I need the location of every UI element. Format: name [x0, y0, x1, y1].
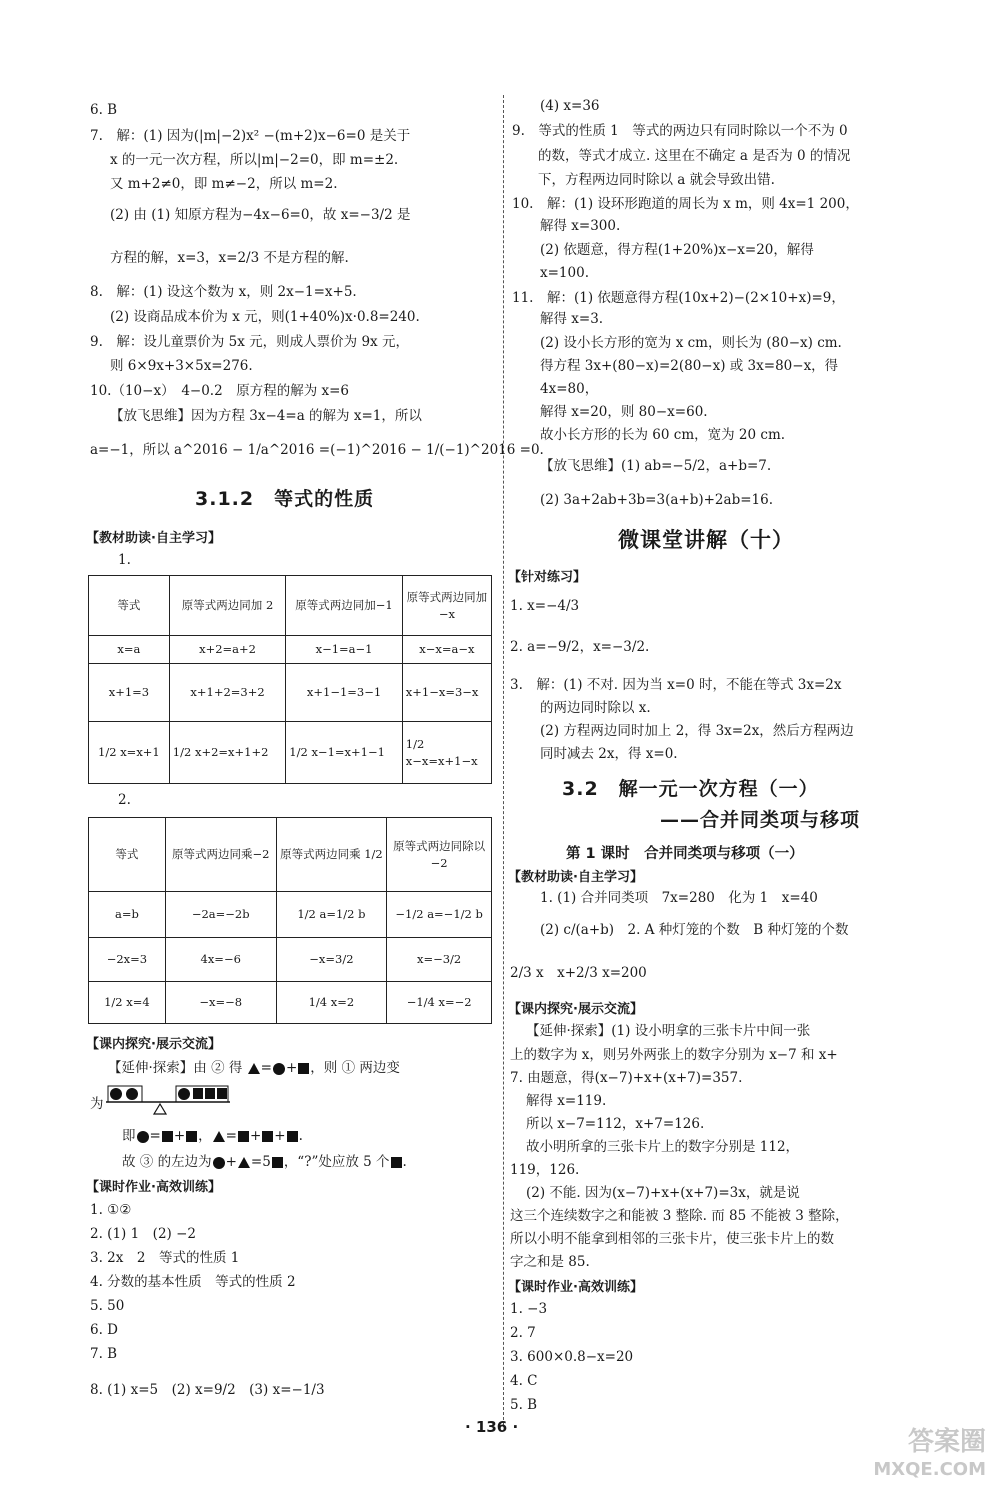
answer-line: a=−1，所以 a^2016 − 1/a^2016 =(−1)^2016 − 1/(−1)^2016 =0.	[90, 442, 544, 458]
explore-line: 【延伸·探索】(1) 设小明拿的三张卡片中间一张	[526, 1023, 811, 1039]
micro-lesson-title: 微课堂讲解（十）	[618, 528, 794, 552]
page-number: · 136 ·	[465, 1418, 519, 1436]
triangle-icon	[238, 1157, 250, 1168]
triangle-icon	[213, 1131, 225, 1142]
answer-line: (2) 依题意，得方程(1+20%)x−x=20，解得	[540, 242, 814, 258]
section-label: 【针对练习】	[508, 570, 587, 585]
square-icon	[186, 1131, 197, 1142]
section-label: 【课时作业·高效训练】	[86, 1180, 221, 1195]
plus-sign: +	[249, 1128, 262, 1144]
table-cell: 1/4 x=2	[276, 982, 387, 1024]
table-cell: 1/2 x−1=x+1−1	[286, 722, 402, 784]
hw-answer: 6. D	[90, 1322, 118, 1338]
section-title: 3.1.2 等式的性质	[195, 488, 375, 510]
equals-sign: =	[260, 1060, 272, 1076]
balance-scale-icon	[100, 1080, 240, 1120]
chapter-title: 3.2 解一元一次方程（一）	[562, 778, 819, 800]
answer-line: (2) 设小长方形的宽为 x cm，则长为 (80−x) cm.	[540, 335, 842, 351]
answer-line: 9. 等式的性质 1 等式的两边只有同时除以一个不为 0	[512, 123, 848, 139]
answer-line: 10. 解：(1) 设环形跑道的周长为 x m，则 4x=1 200，	[512, 196, 859, 212]
read-line: (2) c/(a+b) 2. A 种灯笼的个数 B 种灯笼的个数	[540, 922, 849, 938]
explore-line: 这三个连续数字之和能被 3 整除. 而 85 不能被 3 整除，	[510, 1208, 849, 1224]
explore-line	[122, 1152, 407, 1172]
answer-line: 得方程 3x+(80−x)=2(80−x) 或 3x=80−x，得	[540, 358, 839, 374]
read-line: 2/3 x x+2/3 x=200	[510, 965, 647, 981]
equals-sign: =	[225, 1128, 237, 1144]
hw-answer: 3. 600×0.8−x=20	[510, 1349, 634, 1365]
practice-line: 同时减去 2x，得 x=0.	[540, 746, 678, 762]
explore-line: 字之和是 85.	[510, 1254, 590, 1270]
hw-answer: 7. B	[90, 1346, 118, 1362]
watermark-logo: 答案圈	[907, 1427, 986, 1457]
table-cell: a=b	[89, 892, 166, 938]
table-cell: x=a	[89, 636, 170, 664]
hw-answer: 3. 2x 2 等式的性质 1	[90, 1250, 240, 1266]
table-cell: x+2=a+2	[169, 636, 285, 664]
answer-line: (2) 设商品成本价为 x 元，则(1+40%)x·0.8=240.	[110, 309, 420, 325]
explore-line: 故小明所拿的三张卡片上的数字分别是 112，	[526, 1139, 800, 1155]
table-cell: x+1−x=3−x	[402, 664, 491, 722]
table-cell: 1/2 x+2=x+1+2	[169, 722, 285, 784]
explore-text: 故 ③ 的左边为	[122, 1154, 212, 1170]
table-cell: x=−3/2	[387, 938, 492, 982]
lesson-title: 第 1 课时 合并同类项与移项（一）	[566, 846, 804, 862]
table-header: 等式	[89, 818, 166, 892]
hw-answer: 1. ①②	[90, 1202, 132, 1218]
answer-line: 7. 解：(1) 因为(|m|−2)x² −(m+2)x−6=0 是关于	[90, 128, 411, 144]
table-label: 1.	[118, 552, 131, 568]
table-multiplication	[88, 817, 492, 1024]
answer-line: 【放飞思维】(1) ab=−5/2，a+b=7.	[540, 458, 772, 474]
hw-answer: 4. 分数的基本性质 等式的性质 2	[90, 1274, 296, 1290]
answer-line: (2) 由 (1) 知原方程为−4x−6=0，故 x=−3/2 是	[110, 207, 411, 223]
balance-scale-diagram	[100, 1080, 240, 1120]
section-label: 【课内探究·展示交流】	[508, 1002, 643, 1017]
hw-answer: 4. C	[510, 1373, 538, 1389]
section-label: 【课内探究·展示交流】	[86, 1037, 221, 1052]
triangle-icon	[248, 1063, 260, 1074]
table-addition	[88, 575, 492, 784]
table-cell: x+1=3	[89, 664, 170, 722]
hw-answer: 5. B	[510, 1397, 538, 1413]
read-line: 1. (1) 合并同类项 7x=280 化为 1 x=40	[540, 890, 818, 906]
answer-line: 方程的解，x=3，x=2/3 不是方程的解.	[110, 250, 349, 266]
hw-answer: 8. (1) x=5 (2) x=9/2 (3) x=−1/3	[90, 1382, 325, 1398]
explore-line: 119，126.	[510, 1162, 580, 1178]
table-label: 2.	[118, 792, 131, 808]
watermark-url: MXQE.COM	[873, 1459, 986, 1480]
explore-line: 解得 x=119.	[526, 1093, 607, 1109]
table-cell: x+1−1=3−1	[286, 664, 402, 722]
table-cell: −x=3/2	[276, 938, 387, 982]
table-header: 等式	[89, 576, 170, 636]
section-label: 【课时作业·高效训练】	[508, 1280, 643, 1295]
explore-line	[108, 1058, 400, 1078]
table-cell: 1/2 x−x=x+1−x	[402, 722, 491, 784]
answer-line: x=100.	[540, 265, 589, 281]
explore-text: 【延伸·探索】由 ② 得	[108, 1060, 243, 1076]
table-header: 原等式两边同乘−2	[165, 818, 276, 892]
explore-text: =5	[250, 1154, 271, 1170]
answer-line: 下，方程两边同时除以 a 就会导致出错.	[538, 172, 775, 188]
answer-line: 解得 x=3.	[540, 311, 604, 327]
square-icon	[272, 1157, 283, 1168]
square-icon	[162, 1131, 173, 1142]
square-icon	[238, 1131, 249, 1142]
table-cell: x+1+2=3+2	[169, 664, 285, 722]
practice-line: 3. 解：(1) 不对. 因为当 x=0 时，不能在等式 3x=2x	[510, 677, 842, 693]
period: .	[298, 1128, 303, 1144]
section-label: 【教材助读·自主学习】	[508, 870, 643, 885]
square-icon	[298, 1063, 309, 1074]
practice-line: 1. x=−4/3	[510, 598, 580, 614]
section-label: 【教材助读·自主学习】	[86, 531, 221, 546]
table-header: 原等式两边同加−1	[286, 576, 402, 636]
plus-sign: +	[173, 1128, 186, 1144]
explore-text: 即	[122, 1128, 136, 1144]
explore-line: 上的数字为 x，则另外两张上的数字分别为 x−7 和 x+	[510, 1047, 838, 1063]
square-icon	[391, 1157, 402, 1168]
table-cell: −2x=3	[89, 938, 166, 982]
column-divider	[503, 95, 504, 1425]
plus-sign: +	[274, 1128, 286, 1144]
plus-sign: +	[285, 1060, 298, 1076]
equals-sign: =	[149, 1128, 161, 1144]
table-cell: 1/2 a=1/2 b	[276, 892, 387, 938]
explore-text: ，则 ① 两边变	[310, 1060, 400, 1076]
practice-line: 2. a=−9/2，x=−3/2.	[510, 639, 650, 655]
watermark	[873, 1428, 986, 1484]
answer-line: (4) x=36	[540, 98, 600, 114]
explore-text: 为	[90, 1096, 104, 1112]
circle-icon	[213, 1157, 225, 1169]
answer-line: 【放飞思维】因为方程 3x−4=a 的解为 x=1，所以	[110, 408, 422, 424]
square-icon	[262, 1131, 273, 1142]
practice-line: (2) 方程两边同时加上 2，得 3x=2x，然后方程两边	[540, 723, 854, 739]
table-cell: −x=−8	[165, 982, 276, 1024]
square-icon	[287, 1131, 298, 1142]
hw-answer: 2. (1) 1 (2) −2	[90, 1226, 196, 1242]
answer-line: 10.（10−x） 4−0.2 原方程的解为 x=6	[90, 383, 349, 399]
table-header: 原等式两边同乘 1/2	[276, 818, 387, 892]
table-cell: −1/4 x=−2	[387, 982, 492, 1024]
explore-line: (2) 不能. 因为(x−7)+x+(x+7)=3x，就是说	[526, 1185, 800, 1201]
table-header: 原等式两边同加−x	[402, 576, 491, 636]
table-cell: x−x=a−x	[402, 636, 491, 664]
answer-line: (2) 3a+2ab+3b=3(a+b)+2ab=16.	[540, 492, 773, 508]
answer-line: 解得 x=300.	[540, 218, 621, 234]
explore-line: 7. 由题意，得(x−7)+x+(x+7)=357.	[510, 1070, 743, 1086]
period: .	[402, 1154, 407, 1170]
circle-icon	[137, 1131, 149, 1143]
answer-line: 又 m+2≠0，即 m≠−2，所以 m=2.	[110, 176, 338, 192]
explore-line: 即 = + ， = + + .	[122, 1128, 303, 1144]
answer-line: 的数，等式才成立. 这里在不确定 a 是否为 0 的情况	[538, 148, 851, 164]
hw-answer: 1. −3	[510, 1301, 548, 1317]
hw-answer: 2. 7	[510, 1325, 536, 1341]
table-cell: x−1=a−1	[286, 636, 402, 664]
answer-line: 8. 解：(1) 设这个数为 x，则 2x−1=x+5.	[90, 284, 357, 300]
explore-line: 所以小明不能拿到相邻的三张卡片，使三张卡片上的数	[510, 1231, 834, 1247]
answer-line: x 的一元一次方程，所以|m|−2=0，即 m=±2.	[110, 152, 399, 168]
answer-line: 9. 解：设儿童票价为 5x 元，则成人票价为 9x 元，	[90, 334, 409, 350]
answer-line: 11. 解：(1) 依题意得方程(10x+2)−(2×10+x)=9，	[512, 290, 845, 306]
hw-answer: 5. 50	[90, 1298, 125, 1314]
plus-sign: +	[225, 1154, 237, 1170]
chapter-subtitle: ——合并同类项与移项	[660, 809, 861, 831]
answer-line: 4x=80，	[540, 381, 599, 397]
answer-line: 6. B	[90, 102, 118, 118]
explore-text: ，“?”处应放 5 个	[283, 1154, 390, 1170]
practice-line: 的两边同时除以 x.	[540, 700, 651, 716]
answer-line: 解得 x=20，则 80−x=60.	[540, 404, 708, 420]
answer-line: 故小长方形的长为 60 cm，宽为 20 cm.	[540, 427, 786, 443]
table-cell: 4x=−6	[165, 938, 276, 982]
answer-line: 则 6×9x+3×5x=276.	[110, 358, 253, 374]
table-header: 原等式两边同除以−2	[387, 818, 492, 892]
explore-line: 所以 x−7=112，x+7=126.	[526, 1116, 705, 1132]
table-header: 原等式两边同加 2	[169, 576, 285, 636]
circle-icon	[273, 1063, 285, 1075]
table-cell: 1/2 x=4	[89, 982, 166, 1024]
table-cell: −1/2 a=−1/2 b	[387, 892, 492, 938]
table-cell: −2a=−2b	[165, 892, 276, 938]
table-cell: 1/2 x=x+1	[89, 722, 170, 784]
